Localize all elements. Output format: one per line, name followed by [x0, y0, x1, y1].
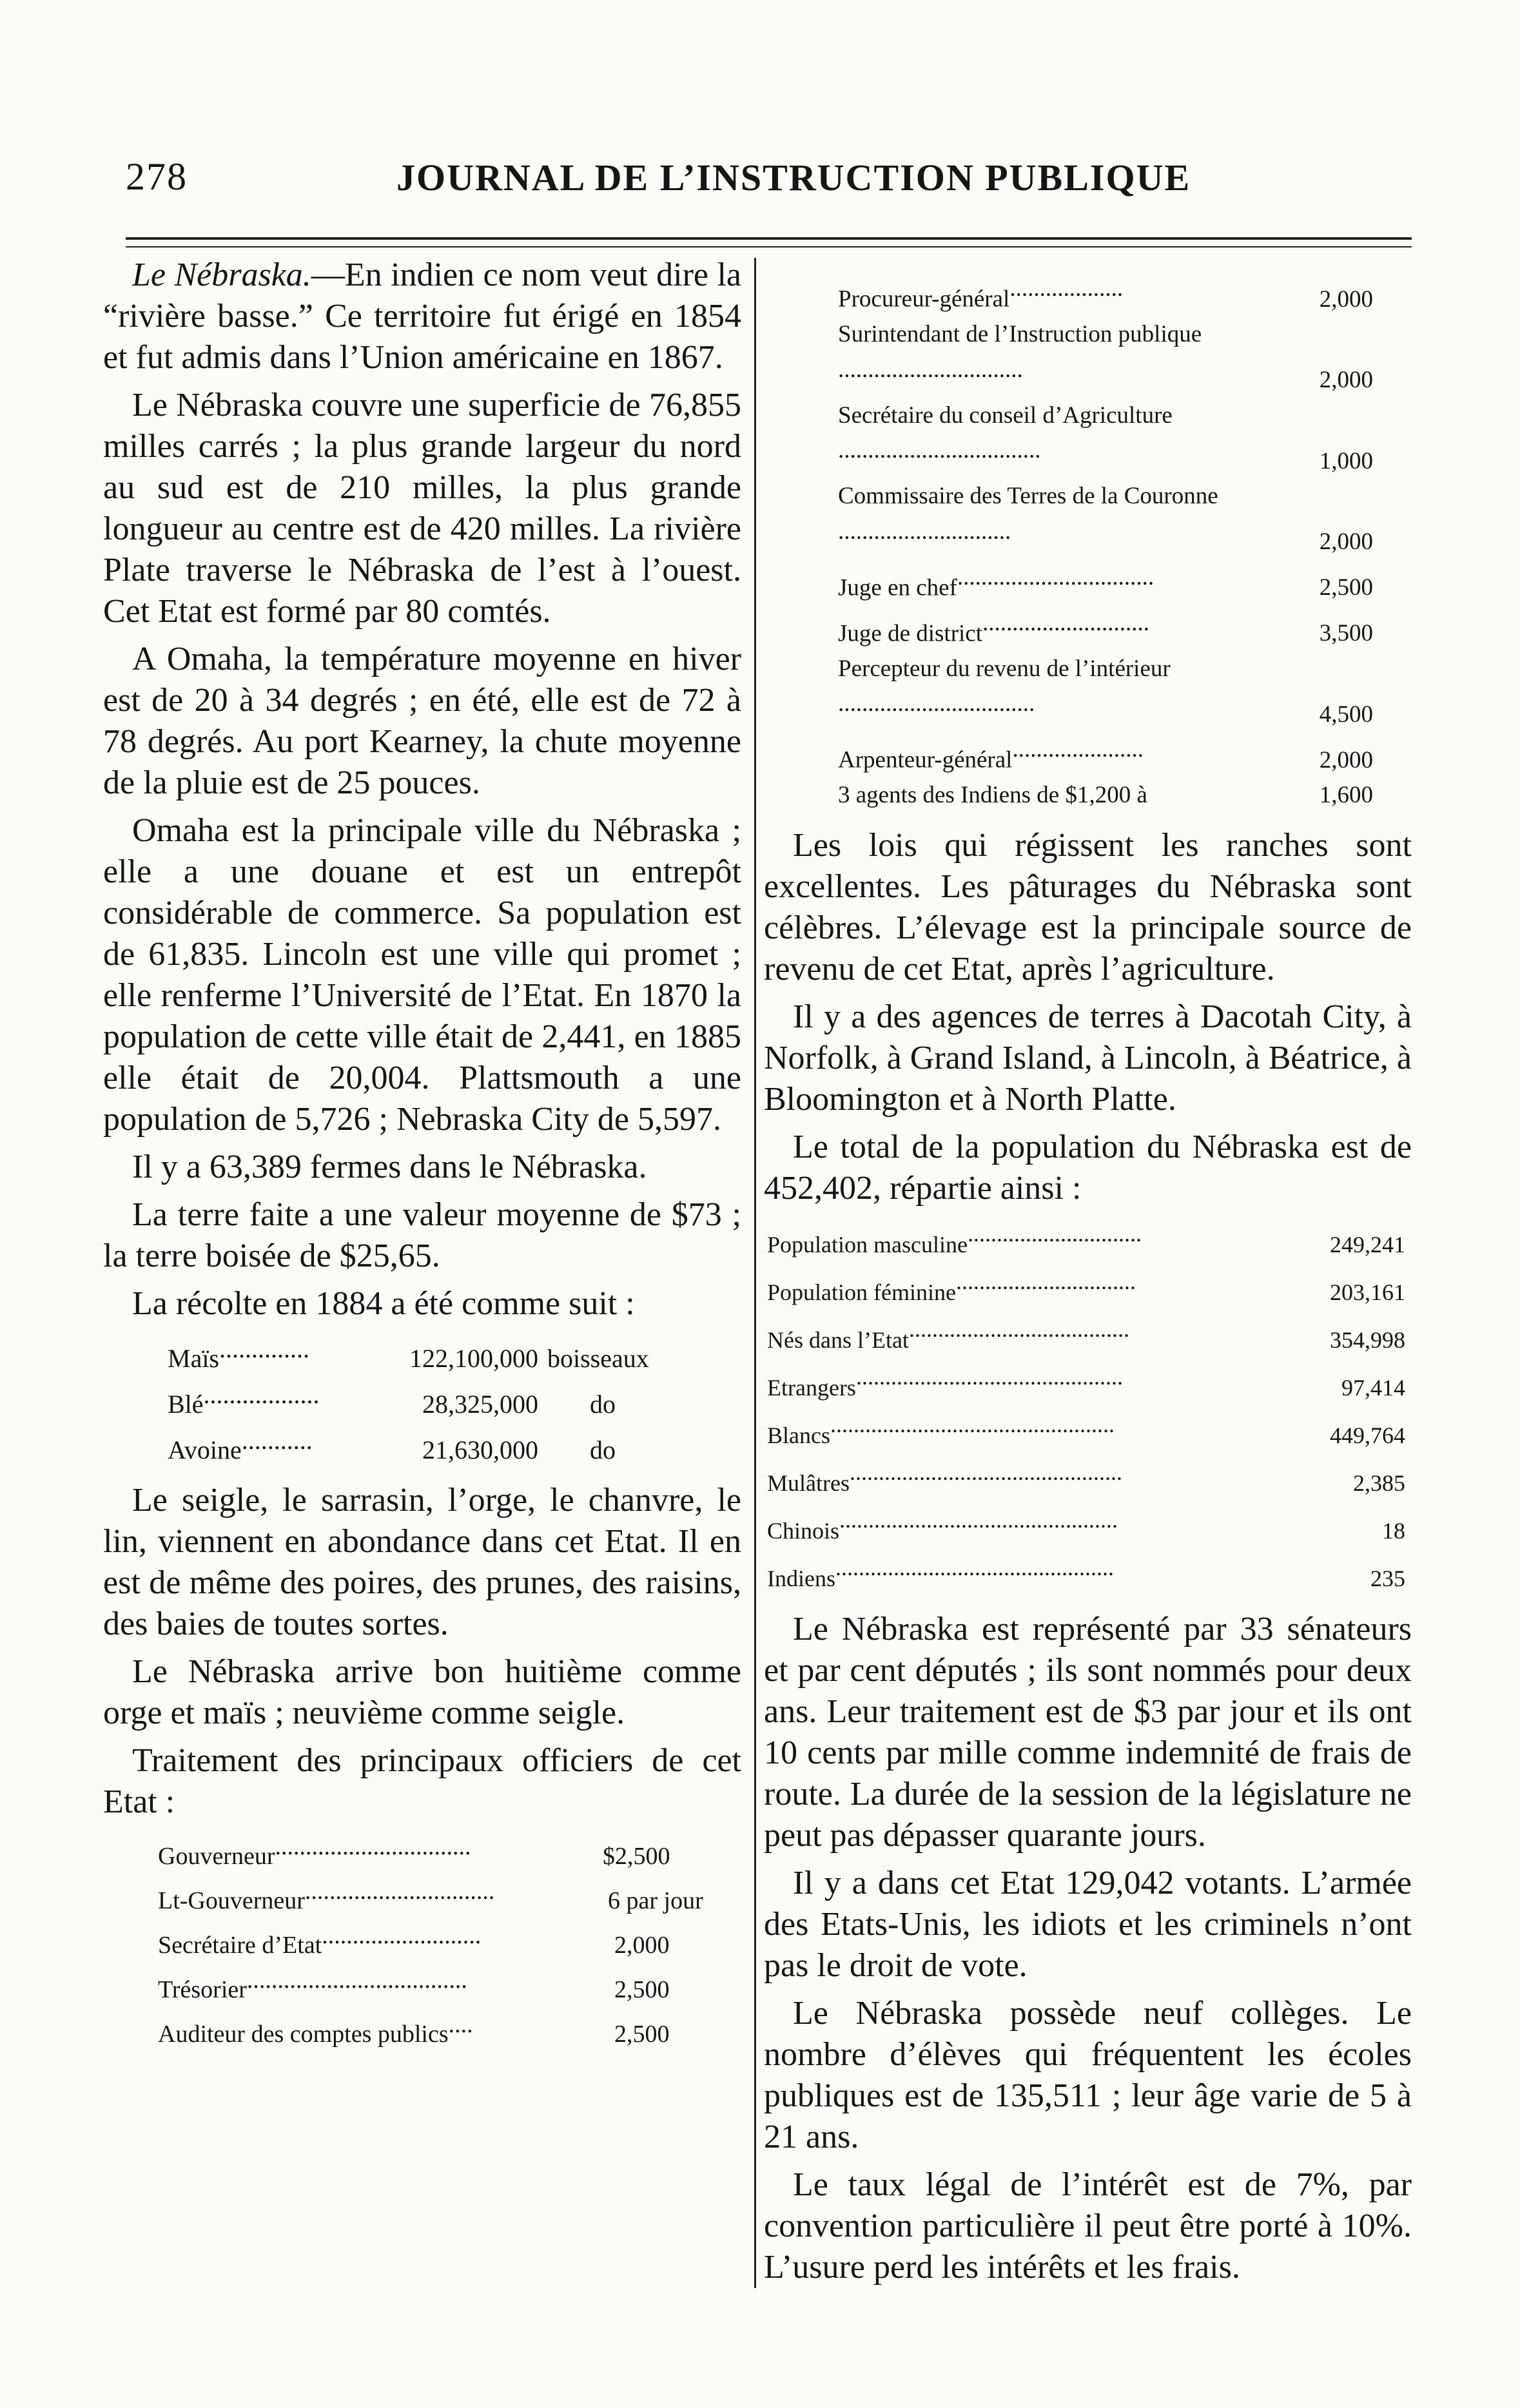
section-title: Le Nébraska. — [132, 257, 311, 293]
salary-value: 2,000 — [1319, 529, 1373, 555]
population-label: Etrangers — [767, 1374, 856, 1401]
officer-salary: 2,000 — [614, 1932, 670, 1959]
salary-title: Secrétaire du conseil d’Agriculture — [838, 402, 1173, 429]
population-value: 97,414 — [1341, 1374, 1405, 1401]
table-row — [767, 1311, 1405, 1359]
table-row — [838, 560, 1373, 606]
page-header — [126, 155, 1415, 213]
salary-title: Arpenteur-général — [838, 746, 1013, 773]
population-value: 2,385 — [1353, 1470, 1405, 1496]
leader-dots: ...................................... — [908, 1316, 1129, 1342]
table-row — [838, 732, 1373, 778]
crop-name: Blé — [168, 1390, 204, 1419]
population-label: Chinois — [767, 1517, 840, 1544]
table-row — [767, 1454, 1405, 1502]
officer-title: Gouverneur — [158, 1843, 275, 1870]
table-row — [838, 317, 1373, 398]
crop-unit: do — [590, 1435, 616, 1464]
table-row — [767, 1216, 1405, 1263]
population-value: 18 — [1382, 1517, 1405, 1544]
leader-dots: .................................. — [838, 437, 1041, 463]
crop-name: Avoine — [168, 1435, 242, 1464]
salary-value: 1,000 — [1319, 447, 1373, 474]
table-row — [158, 1918, 703, 1963]
paragraph-temperature: A Omaha, la température moyenne en hiver est de 20 à 34 degrés ; en été, elle est de 72 à 78 degrés. Au port Kearney, la chute moyenne de la pluie est de 25 pouces. — [103, 641, 741, 801]
officer-salary: 6 par jour — [608, 1887, 703, 1914]
leader-dots: .......................... — [322, 1922, 482, 1949]
crop-name: Maïs — [168, 1344, 219, 1373]
paragraph-ranches: Les lois qui régissent les ranches sont excellentes. Les pâturages du Nébraska sont célèbres. L’élevage est la principale source de revenu de cet Etat, après l’agriculture. — [764, 826, 1412, 987]
leader-dots: .................................... — [246, 1966, 467, 1994]
salary-title: 3 agents des Indiens de $1,200 à — [838, 782, 1147, 808]
leader-dots: ............................... — [955, 1268, 1136, 1294]
officer-title: Auditeur des comptes publics — [158, 2021, 449, 2048]
population-label: Nés dans l’Etat — [767, 1326, 909, 1353]
table-row — [158, 1829, 703, 1874]
salary-value: 2,500 — [1319, 574, 1373, 601]
salary-value: 4,500 — [1319, 701, 1373, 728]
paragraph-colleges: Le Nébraska possède neuf collèges. Le nombre d’élèves qui fréquentent les écoles publiques est de 135,511 ; leur âge varie de 5 à 21 ans. — [764, 1994, 1412, 2155]
paragraph-interet: Le taux légal de l’intérêt est de 7%, par convention particulière il peut être porté à 10%. L’usure perd les intérêts et les frais. — [764, 2166, 1412, 2286]
paragraph-nebraska-intro — [103, 255, 741, 378]
salary-title: Juge en chef — [838, 574, 957, 601]
running-title: JOURNAL DE L’INSTRUCTION PUBLIQUE — [396, 157, 1191, 199]
table-row — [767, 1406, 1405, 1454]
table-row — [838, 479, 1373, 560]
leader-dots: ................................................ — [835, 1554, 1114, 1580]
table-row — [168, 1331, 649, 1377]
leader-dots: .............................................. — [855, 1363, 1123, 1390]
table-row — [158, 1874, 703, 1918]
crop-table — [168, 1331, 649, 1468]
leader-dots: ...................... — [1012, 736, 1144, 762]
salary-value: 3,500 — [1319, 620, 1373, 646]
salary-title: Percepteur du revenu de l’intérieur — [838, 655, 1171, 682]
leader-dots: ................................. — [957, 563, 1155, 590]
table-row — [838, 778, 1373, 813]
salary-title: Procureur-général — [838, 286, 1010, 313]
officer-salary: 2,500 — [614, 1976, 670, 2003]
leader-dots: ................................. — [838, 690, 1035, 717]
officer-salary: 2,500 — [614, 2021, 670, 2048]
population-value: 249,241 — [1330, 1231, 1405, 1257]
salary-value: 2,000 — [1319, 367, 1373, 393]
leader-dots: ................... — [1009, 275, 1124, 302]
leader-dots: ................................................. — [830, 1411, 1115, 1437]
leader-dots: ............................... — [304, 1878, 495, 1905]
officer-salary: $2,500 — [603, 1843, 670, 1870]
leader-dots: .................. — [203, 1380, 320, 1409]
officer-title: Lt-Gouverneur — [158, 1887, 305, 1914]
paragraph-fermes: Il y a 63,389 fermes dans le Nébraska. — [132, 1149, 647, 1185]
table-row — [767, 1502, 1405, 1549]
crop-quantity: 28,325,000 — [422, 1390, 538, 1419]
population-label: Indiens — [767, 1565, 835, 1591]
population-label: Blancs — [767, 1422, 830, 1448]
page-number: 278 — [126, 155, 188, 198]
population-value: 235 — [1370, 1565, 1405, 1591]
header-rule-thick — [126, 237, 1412, 240]
crop-quantity: 122,100,000 — [409, 1344, 538, 1373]
paragraph-seigle: Le seigle, le sarrasin, l’orge, le chanvre, le lin, viennent en abondance dans cet Etat. Il en est de même des poires, des prunes, des raisins, des baies de toutes sortes. — [103, 1482, 741, 1642]
leader-dots: .............. — [219, 1334, 309, 1363]
crop-unit: do — [590, 1390, 616, 1419]
salary-value: 2,000 — [1319, 746, 1373, 773]
leader-dots: ................................ — [275, 1833, 471, 1860]
intro-text: —En indien ce nom veut dire la “rivière basse.” Ce territoire fut érigé en 1854 et fut admis dans l’Union américaine en 1867. — [103, 257, 741, 376]
table-row — [767, 1359, 1405, 1406]
table-row — [168, 1422, 649, 1468]
paragraph-superficie: Le Nébraska couvre une superficie de 76,855 milles carrés ; la plus grande largeur du nord au sud est de 210 milles, la plus grande longueur au centre est de 420 milles. La rivière Plate traverse le Nébraska de l’est à l’ouest. Cet Etat est formé par 80 comtés. — [103, 387, 741, 630]
leader-dots: .... — [448, 2011, 473, 2038]
column-divider — [754, 258, 756, 2288]
population-label: Mulâtres — [767, 1470, 850, 1496]
table-row — [168, 1377, 649, 1422]
header-rule-thin — [126, 246, 1412, 248]
salaries-table — [838, 271, 1373, 813]
table-row — [838, 606, 1373, 652]
table-row — [158, 2007, 703, 2052]
paragraph-terre: La terre faite a une valeur moyenne de $73 ; la terre boisée de $25,65. — [103, 1196, 741, 1274]
salary-title: Juge de district — [838, 620, 983, 646]
salary-title: Surintendant de l’Instruction publique — [838, 321, 1202, 347]
leader-dots: ............................................... — [849, 1459, 1122, 1485]
crop-unit: boisseaux — [547, 1344, 649, 1373]
population-table — [767, 1216, 1405, 1597]
officer-title: Secrétaire d’Etat — [158, 1932, 322, 1959]
population-value: 449,764 — [1330, 1422, 1405, 1448]
salary-title: Commissaire des Terres de la Couronne — [838, 483, 1218, 509]
population-value: 203,161 — [1330, 1279, 1405, 1305]
leader-dots: ............................. — [838, 518, 1011, 545]
table-row — [767, 1549, 1405, 1597]
paragraph-senateurs: Le Nébraska est représenté par 33 sénateurs et par cent députés ; ils sont nommés pour deux ans. Leur traitement est de $3 par jour et ils ont 10 cents par mille comme indemnité de frais de route. La durée de la session de la législature ne peut pas dépasser quarante jours. — [764, 1610, 1412, 1854]
salary-value: 2,000 — [1319, 286, 1373, 313]
paragraph-omaha: Omaha est la principale ville du Nébraska ; elle a une douane et est un entrepôt considérable de commerce. Sa population est de 61,835. Lincoln est une ville qui promet ; elle renferme l’Université de l’Etat. En 1870 la population de cette ville était de 2,441, en 1885 elle était de 20,004. Plattsmouth a une population de 5,726 ; Nebraska City de 5,597. — [103, 812, 741, 1138]
table-row — [767, 1263, 1405, 1311]
leader-dots: ............................ — [982, 609, 1150, 636]
crop-quantity: 21,630,000 — [422, 1435, 538, 1464]
left-column — [103, 255, 741, 2063]
officer-title: Trésorier — [158, 1976, 247, 2003]
salary-value: 1,600 — [1319, 782, 1373, 808]
table-row — [158, 1963, 703, 2007]
right-column — [764, 255, 1412, 2295]
officers-salary-table — [158, 1829, 703, 2052]
paragraph-recolte: La récolte en 1884 a été comme suit : — [132, 1285, 635, 1322]
paragraph-huitieme: Le Nébraska arrive bon huitième comme orge et maïs ; neuvième comme seigle. — [103, 1653, 741, 1731]
leader-dots: ............................... — [838, 356, 1023, 383]
paragraph-population-total: Le total de la population du Nébraska est de 452,402, répartie ainsi : — [764, 1128, 1412, 1207]
population-label: Population féminine — [767, 1279, 956, 1305]
table-row — [838, 652, 1373, 733]
table-row — [838, 271, 1373, 317]
paragraph-agences: Il y a des agences de terres à Dacotah City, à Norfolk, à Grand Island, à Lincoln, à Béatrice, à Bloomington et à North Platte. — [764, 998, 1412, 1118]
leader-dots: ........... — [241, 1426, 313, 1455]
population-label: Population masculine — [767, 1231, 968, 1257]
paragraph-votants: Il y a dans cet Etat 129,042 votants. L’armée des Etats-Unis, les idiots et les criminels n’ont pas le droit de vote. — [764, 1864, 1412, 1984]
leader-dots: ................................................ — [839, 1506, 1118, 1533]
paragraph-traitement: Traitement des principaux officiers de cet Etat : — [103, 1742, 741, 1820]
leader-dots: .............................. — [967, 1220, 1142, 1247]
table-row — [838, 398, 1373, 480]
population-value: 354,998 — [1330, 1326, 1405, 1353]
